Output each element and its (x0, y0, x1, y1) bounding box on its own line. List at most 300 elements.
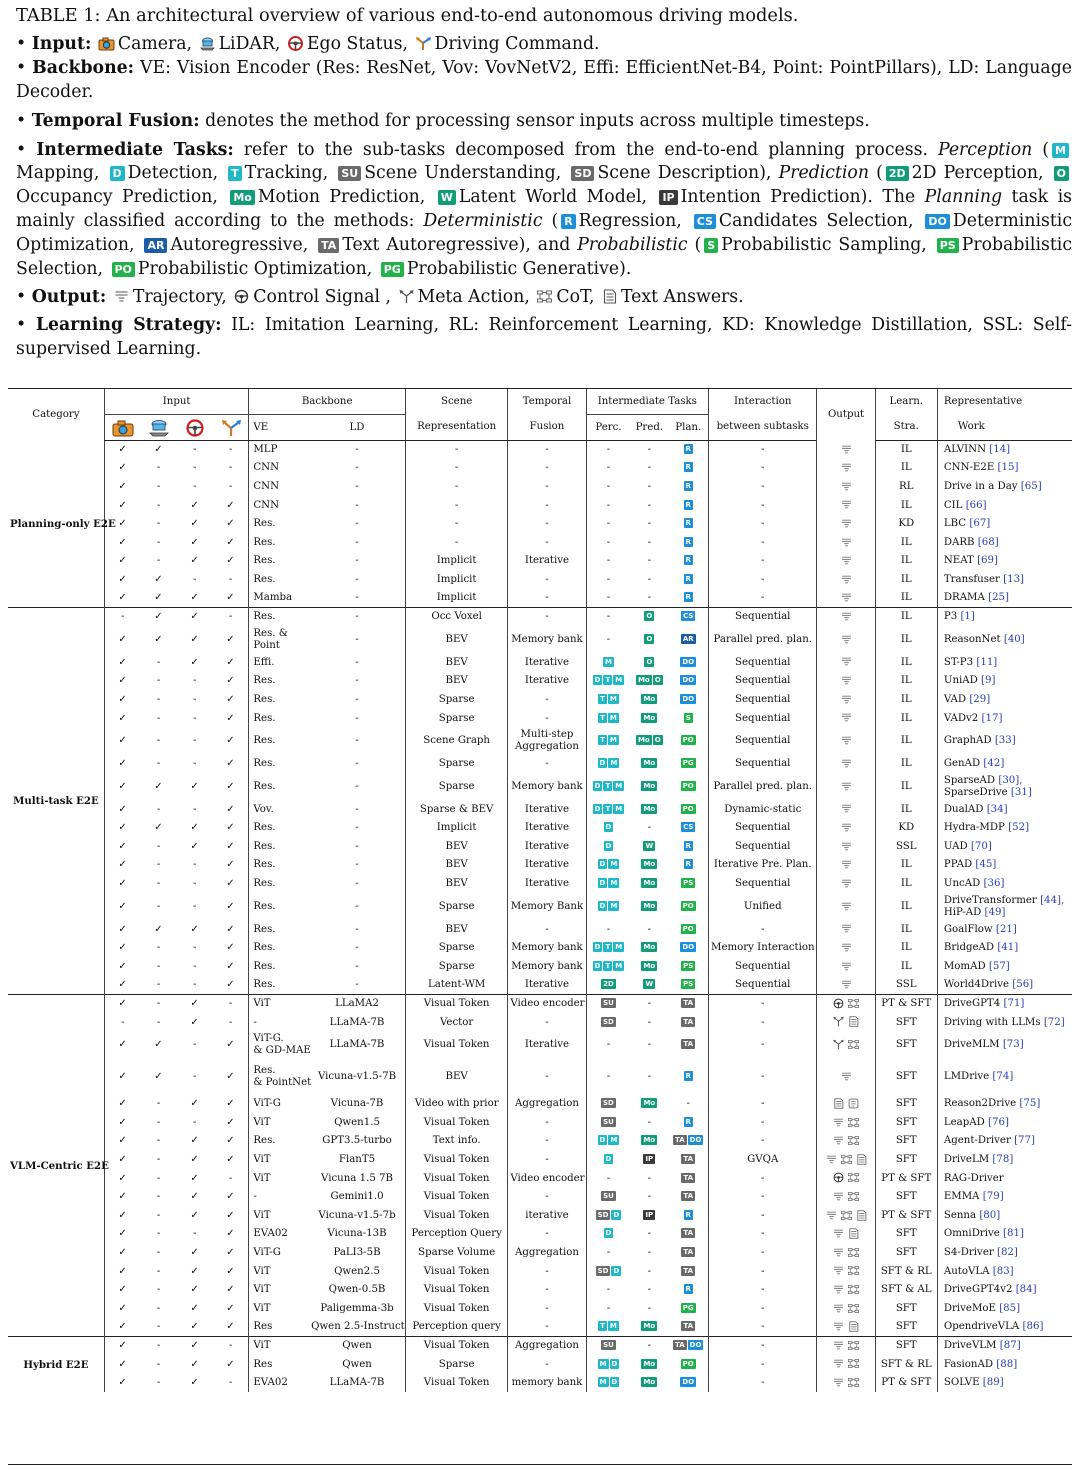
input-cell: - (156, 1209, 161, 1221)
learning-cell: SFT (875, 1032, 937, 1059)
task-chip-pg: PG (682, 759, 694, 768)
output-cell (817, 1013, 875, 1032)
task-chip-t: T (228, 166, 242, 181)
cell-pl (668, 939, 708, 958)
learning-cell: IL (875, 856, 937, 875)
task-chip-r: R (685, 574, 691, 583)
temporal-text: - (545, 693, 549, 705)
task-chip-w: W (438, 190, 456, 205)
header-interaction: Interaction (709, 389, 817, 415)
input-cell: - (156, 1265, 161, 1277)
input-cell: - (228, 480, 233, 492)
dash: - (606, 1070, 611, 1082)
cell-pe (586, 1132, 630, 1151)
cell-pe (586, 653, 630, 672)
cell-pe: - (586, 552, 630, 571)
caption-text: Autoregressive, (170, 235, 316, 256)
learning-cell: SFT (875, 1059, 937, 1095)
learning-cell: IL (875, 893, 937, 920)
input-cell: ✓ (104, 893, 140, 920)
temporal-text: Iterative (524, 878, 570, 890)
ve-cell (249, 1262, 309, 1281)
cell-pl (668, 496, 708, 515)
cell-pr (630, 755, 668, 774)
temporal-text: - (545, 1265, 549, 1277)
interaction-cell: - (709, 533, 817, 552)
task-chip-d: D (599, 879, 606, 888)
scene-cell: Visual Token (405, 1114, 507, 1133)
cot-icon (847, 1284, 860, 1295)
ld-cell: - (355, 536, 359, 548)
scene-cell: BEV (405, 1059, 507, 1095)
work-ref: [79] (982, 1191, 1004, 1203)
temporal-text: Aggregation (514, 1246, 579, 1258)
ve-text: Mamba (253, 592, 293, 604)
table-row (8, 920, 1072, 939)
table-row (8, 1374, 1072, 1393)
ve-text: Res. (253, 712, 276, 724)
dash: - (647, 1191, 652, 1203)
ld-cell: - (355, 693, 359, 705)
output-cell (817, 653, 875, 672)
cell-pl (668, 773, 708, 800)
cell-pr (630, 875, 668, 894)
task-chip-r: R (685, 556, 691, 565)
cell-pr: - (647, 592, 652, 604)
work-name: NEAT (943, 555, 974, 567)
temporal-cell (508, 920, 586, 939)
ld-cell: FlanT5 (338, 1154, 376, 1166)
learning-cell: IL (875, 672, 937, 691)
cell-pe: - (586, 608, 630, 627)
ve-text: ViT-G. (253, 1033, 284, 1045)
ve-cell (249, 773, 309, 800)
input-cell: ✓ (190, 1302, 199, 1314)
task-chip-ta: TA (683, 1192, 694, 1201)
ld-cell: Paligemma-3b (320, 1302, 394, 1314)
output-cell (817, 1207, 875, 1226)
caption-text: Occupancy Prediction, (16, 187, 228, 208)
work-ref: [72] (1043, 1016, 1065, 1028)
work-ref: [30], (998, 774, 1023, 786)
input-cell: ✓ (226, 1321, 235, 1333)
caption-italic: Probabilistic (577, 235, 688, 256)
temporal-text: - (545, 611, 549, 623)
ve-cell (249, 1132, 309, 1151)
ve-cell (249, 1225, 309, 1244)
cell-pr: - (647, 462, 652, 474)
learning-cell: IL (875, 800, 937, 819)
temporal-text-2: Aggregation (514, 741, 579, 753)
temporal-text: - (545, 536, 549, 548)
learning-cell: SFT (875, 1244, 937, 1263)
input-cell: ✓ (226, 803, 235, 815)
task-chip-do: DO (689, 1341, 702, 1350)
interaction-cell: Iterative Pre. Plan. (709, 856, 817, 875)
ld-cell: - (309, 608, 405, 627)
work-ref: [77] (1014, 1135, 1035, 1147)
ve-cell (249, 755, 309, 774)
work-name: GenAD (943, 758, 981, 770)
header-ego-status (177, 415, 213, 441)
interaction-cell: - (709, 552, 817, 571)
input-cell: - (192, 878, 197, 890)
table-bottom-rule (8, 1464, 1072, 1465)
cell-pe (586, 995, 630, 1014)
ve-cell (249, 691, 309, 710)
work-cell (937, 459, 1072, 478)
ld-cell: Qwen1.5 (334, 1116, 380, 1128)
temporal-text: - (545, 499, 549, 511)
cell-pe (586, 1032, 630, 1059)
trajectory-icon (840, 694, 853, 705)
cell-pe (586, 1337, 630, 1356)
input-cell: ✓ (226, 960, 235, 972)
overview-table (8, 388, 1072, 1392)
trajectory-icon (840, 611, 853, 622)
cell-pl (668, 893, 708, 920)
ve-cell (249, 1244, 309, 1263)
input-cell: - (156, 1302, 161, 1314)
table-row (8, 533, 1072, 552)
cot-icon (847, 1135, 860, 1146)
task-chip-ta: TA (318, 238, 339, 253)
input-cell: - (156, 1098, 161, 1110)
input-cell: - (192, 675, 197, 687)
interaction-cell: - (709, 496, 817, 515)
category-planning-only-e-e: Planning-only E2E (10, 517, 116, 530)
ld-cell: - (355, 712, 359, 724)
ld-cell: - (355, 923, 359, 935)
learning-cell: SSL (875, 838, 937, 857)
header-ld: LD (309, 415, 405, 441)
header-interaction-2: between subtasks (709, 415, 817, 441)
scene-cell: BEV (405, 653, 507, 672)
scene-cell: Implicit (405, 552, 507, 571)
temporal-text: Memory bank (511, 942, 583, 954)
input-cell: - (192, 942, 197, 954)
scene-cell: BEV (405, 856, 507, 875)
input-cell: - (192, 735, 197, 747)
ve-cell (249, 939, 309, 958)
header-command (213, 415, 249, 441)
scene-cell: Latent-WM (405, 976, 507, 995)
temporal-cell (508, 1207, 586, 1226)
trajectory-icon (840, 518, 853, 529)
ve-cell (249, 920, 309, 939)
work-ref: [34] (986, 803, 1008, 815)
scene-cell: - (405, 478, 507, 497)
task-chip-d: D (605, 823, 612, 832)
temporal-cell (508, 838, 586, 857)
ve-cell (249, 893, 309, 920)
input-camera: Camera, (117, 33, 193, 54)
input-cell: ✓ (104, 1095, 140, 1114)
work-cell (937, 691, 1072, 710)
trajectory-icon (840, 1071, 853, 1082)
table-row (8, 893, 1072, 920)
trajectory-icon (840, 942, 853, 953)
ld-cell: LLaMA-7B (329, 1039, 385, 1051)
task-chip-d: D (599, 759, 606, 768)
input-ego-status: Ego Status, (306, 33, 409, 54)
interaction-cell: Sequential (709, 958, 817, 977)
input-cell: - (192, 803, 197, 815)
input-cell: ✓ (104, 709, 140, 728)
ve-text: ViT (253, 1116, 271, 1128)
task-chip-sd: SD (603, 1017, 614, 1026)
work-cell (937, 755, 1072, 774)
cell-pe: - (586, 441, 630, 460)
temporal-text: - (545, 1321, 549, 1333)
input-cell: - (156, 536, 161, 548)
work-name: OmniDrive (943, 1228, 1000, 1240)
control-signal-icon (233, 289, 250, 304)
cell-pr (630, 838, 668, 857)
task-chip-m: M (610, 879, 618, 888)
trajectory-icon (840, 712, 853, 723)
temporal-text: Iterative (524, 979, 570, 991)
cell-pr (630, 893, 668, 920)
header-output: Output (817, 389, 875, 441)
learning-cell: IL (875, 939, 937, 958)
table-row (8, 626, 1072, 653)
task-chip-m: M (610, 759, 618, 768)
trajectory-icon (825, 1210, 838, 1221)
work-ref: [66] (965, 499, 987, 511)
input-cell: ✓ (104, 1188, 140, 1207)
task-chip-t: T (605, 781, 611, 790)
input-cell: ✓ (226, 1098, 235, 1110)
task-chip-mo: Mo (643, 1322, 656, 1331)
text-answer-icon (832, 1098, 845, 1109)
input-cell: - (192, 1039, 197, 1051)
cell-pr (630, 1374, 668, 1393)
input-cell: ✓ (190, 822, 199, 834)
input-cell: - (156, 555, 161, 567)
ve-text: Res. (253, 780, 276, 792)
input-cell: ✓ (104, 478, 140, 497)
cell-pl (668, 1262, 708, 1281)
work-name-2: HiP-AD (943, 906, 982, 918)
ve-cell (249, 1207, 309, 1226)
input-cell: ✓ (190, 1172, 199, 1184)
work-ref: [81] (1003, 1228, 1024, 1240)
input-driving-command: Driving Command. (434, 33, 600, 54)
work-name: World4Drive (943, 979, 1009, 991)
ve-text: Res. (253, 822, 276, 834)
temporal-text: - (545, 1016, 549, 1028)
ld-cell: Vicuna-7B (330, 1098, 384, 1110)
input-cell: ✓ (226, 1358, 235, 1370)
input-cell: ✓ (154, 592, 163, 604)
temporal-cell (508, 773, 586, 800)
input-cell: ✓ (190, 1246, 199, 1258)
task-chip-d: D (594, 781, 601, 790)
ve-text-2: & PointNet (253, 1076, 312, 1088)
ve-text: Res. (253, 979, 276, 991)
caption-text: task is mainly classified according to the methods: (16, 187, 1072, 232)
trajectory-icon (840, 901, 853, 912)
input-cell: ✓ (226, 923, 235, 935)
temporal-text: Memory Bank (510, 900, 584, 912)
input-cell: ✓ (190, 1016, 199, 1028)
work-ref: [14] (989, 444, 1011, 456)
ve-text: Res. (253, 840, 276, 852)
input-cell: - (156, 840, 161, 852)
ld-cell: - (355, 592, 359, 604)
work-cell (937, 1059, 1072, 1095)
ve-text: Res. (253, 960, 276, 972)
cell-pe: - (586, 571, 630, 590)
work-ref: [68] (977, 536, 999, 548)
trajectory-icon (840, 499, 853, 510)
table-row (8, 1169, 1072, 1188)
task-chip-su: SU (603, 1117, 614, 1126)
ve-text: Res. (253, 1064, 276, 1076)
trajectory-icon (832, 1117, 845, 1128)
cell-pl (668, 1132, 708, 1151)
task-chip-r: R (685, 463, 691, 472)
temporal-cell (508, 1281, 586, 1300)
ve-cell (249, 1151, 309, 1170)
scene-cell: Sparse (405, 1355, 507, 1374)
learning-cell: IL (875, 691, 937, 710)
work-cell (937, 552, 1072, 571)
work-cell (937, 1299, 1072, 1318)
input-cell: - (192, 1228, 197, 1240)
task-chip-su: SU (338, 166, 361, 181)
scene-cell: Visual Token (405, 1281, 507, 1300)
cot-icon (847, 1172, 860, 1183)
work-name: Driving with LLMs (943, 1016, 1041, 1028)
cell-pr (630, 819, 668, 838)
temporal-cell (508, 755, 586, 774)
text-answer-icon (847, 1016, 860, 1027)
ve-cell (249, 875, 309, 894)
ve-cell (249, 478, 309, 497)
cell-pe (586, 800, 630, 819)
input-cell: ✓ (104, 1114, 140, 1133)
task-chip-m: M (615, 676, 623, 685)
temporal-cell (508, 995, 586, 1014)
temporal-text: - (545, 1302, 549, 1314)
header-ve: VE (249, 415, 309, 441)
cell-pl (668, 626, 708, 653)
task-chip-m: M (615, 961, 623, 970)
input-cell: ✓ (190, 1098, 199, 1110)
output-cell (817, 856, 875, 875)
scene-cell: Perception Query (405, 1225, 507, 1244)
cell-pe: - (586, 920, 630, 939)
ve-cell (249, 533, 309, 552)
scene-cell: - (405, 515, 507, 534)
input-cell: ✓ (104, 626, 140, 653)
interaction-cell: Sequential (709, 819, 817, 838)
cell-pe (586, 691, 630, 710)
driving-command-icon (415, 36, 432, 51)
input-cell: ✓ (177, 1337, 213, 1356)
interaction-cell: Parallel pred. plan. (709, 626, 817, 653)
scene-cell: Implicit (405, 589, 507, 608)
interaction-cell: Sequential (709, 728, 817, 755)
scene-cell: Video with prior (405, 1095, 507, 1114)
scene-cell: Visual Token (405, 1151, 507, 1170)
task-chip-ta: TA (675, 1341, 685, 1350)
ld-cell: Qwen 2.5-Instruct (311, 1321, 405, 1333)
task-chip-o: O (1054, 166, 1069, 181)
trajectory-icon (840, 735, 853, 746)
temporal-cell (508, 653, 586, 672)
cell-pl (668, 1244, 708, 1263)
caption-text: Candidates Selection, (718, 211, 923, 232)
scene-cell: Text info. (405, 1132, 507, 1151)
interaction-cell: Dynamic-static (709, 800, 817, 819)
ve-cell (249, 976, 309, 995)
work-name: OpendriveVLA (943, 1321, 1020, 1333)
task-chip-d: D (594, 804, 601, 813)
table-row (8, 589, 1072, 608)
ve-cell (249, 709, 309, 728)
input-cell: ✓ (104, 728, 140, 755)
input-cell: ✓ (104, 1337, 140, 1356)
work-name: S4-Driver (943, 1246, 994, 1258)
scene-cell: Vector (405, 1013, 507, 1032)
input-cell: - (156, 1116, 161, 1128)
table-row (8, 1225, 1072, 1244)
header-lidar (140, 415, 176, 441)
temporal-cell (508, 1059, 586, 1095)
task-chip-sd: SD (571, 166, 594, 181)
work-name: GoalFlow (943, 923, 993, 935)
temporal-text: - (545, 592, 549, 604)
scene-cell: Scene Graph (405, 728, 507, 755)
ve-cell (249, 995, 309, 1014)
ve-text: ViT (253, 1154, 271, 1166)
learning-cell: IL (875, 626, 937, 653)
work-name: DRAMA (943, 592, 985, 604)
task-chip-o: O (646, 612, 653, 621)
scene-cell: Sparse (405, 893, 507, 920)
output-cell (817, 478, 875, 497)
ve-text: Res. (253, 923, 276, 935)
task-chip-mo: Mo (230, 190, 255, 205)
temporal-text: - (545, 444, 549, 456)
work-name: DualAD (943, 803, 984, 815)
backbone-text: VE: Vision Encoder (Res: ResNet, Vov: VovNetV2, Effi: EfficientNet-B4, Point: PointPillars), LD: Language Decoder. (16, 57, 1072, 102)
task-chip-mo: Mo (643, 804, 656, 813)
meta-action-icon (832, 1016, 845, 1027)
input-cell: ✓ (104, 1032, 140, 1059)
cell-pl (668, 920, 708, 939)
ve-text: - (253, 1016, 257, 1028)
temporal-text: Iterative (524, 555, 570, 567)
input-cell: ✓ (154, 1070, 163, 1082)
task-chip-ta: TA (683, 1229, 694, 1238)
temporal-text: Video encoder (510, 1172, 585, 1184)
task-chip-sd: SD (597, 1266, 609, 1275)
task-chip-sd: SD (603, 1099, 614, 1108)
input-cell: ✓ (104, 1132, 140, 1151)
interaction-cell: Parallel pred. plan. (709, 773, 817, 800)
trajectory-icon (840, 979, 853, 990)
caption-text: 2D Perception, (911, 163, 1051, 184)
work-ref: [67] (969, 518, 991, 530)
input-cell: - (140, 995, 176, 1014)
interaction-cell: - (709, 1207, 817, 1226)
ve-text: - (253, 1191, 257, 1203)
temporal-text: Video encoder (510, 998, 585, 1010)
